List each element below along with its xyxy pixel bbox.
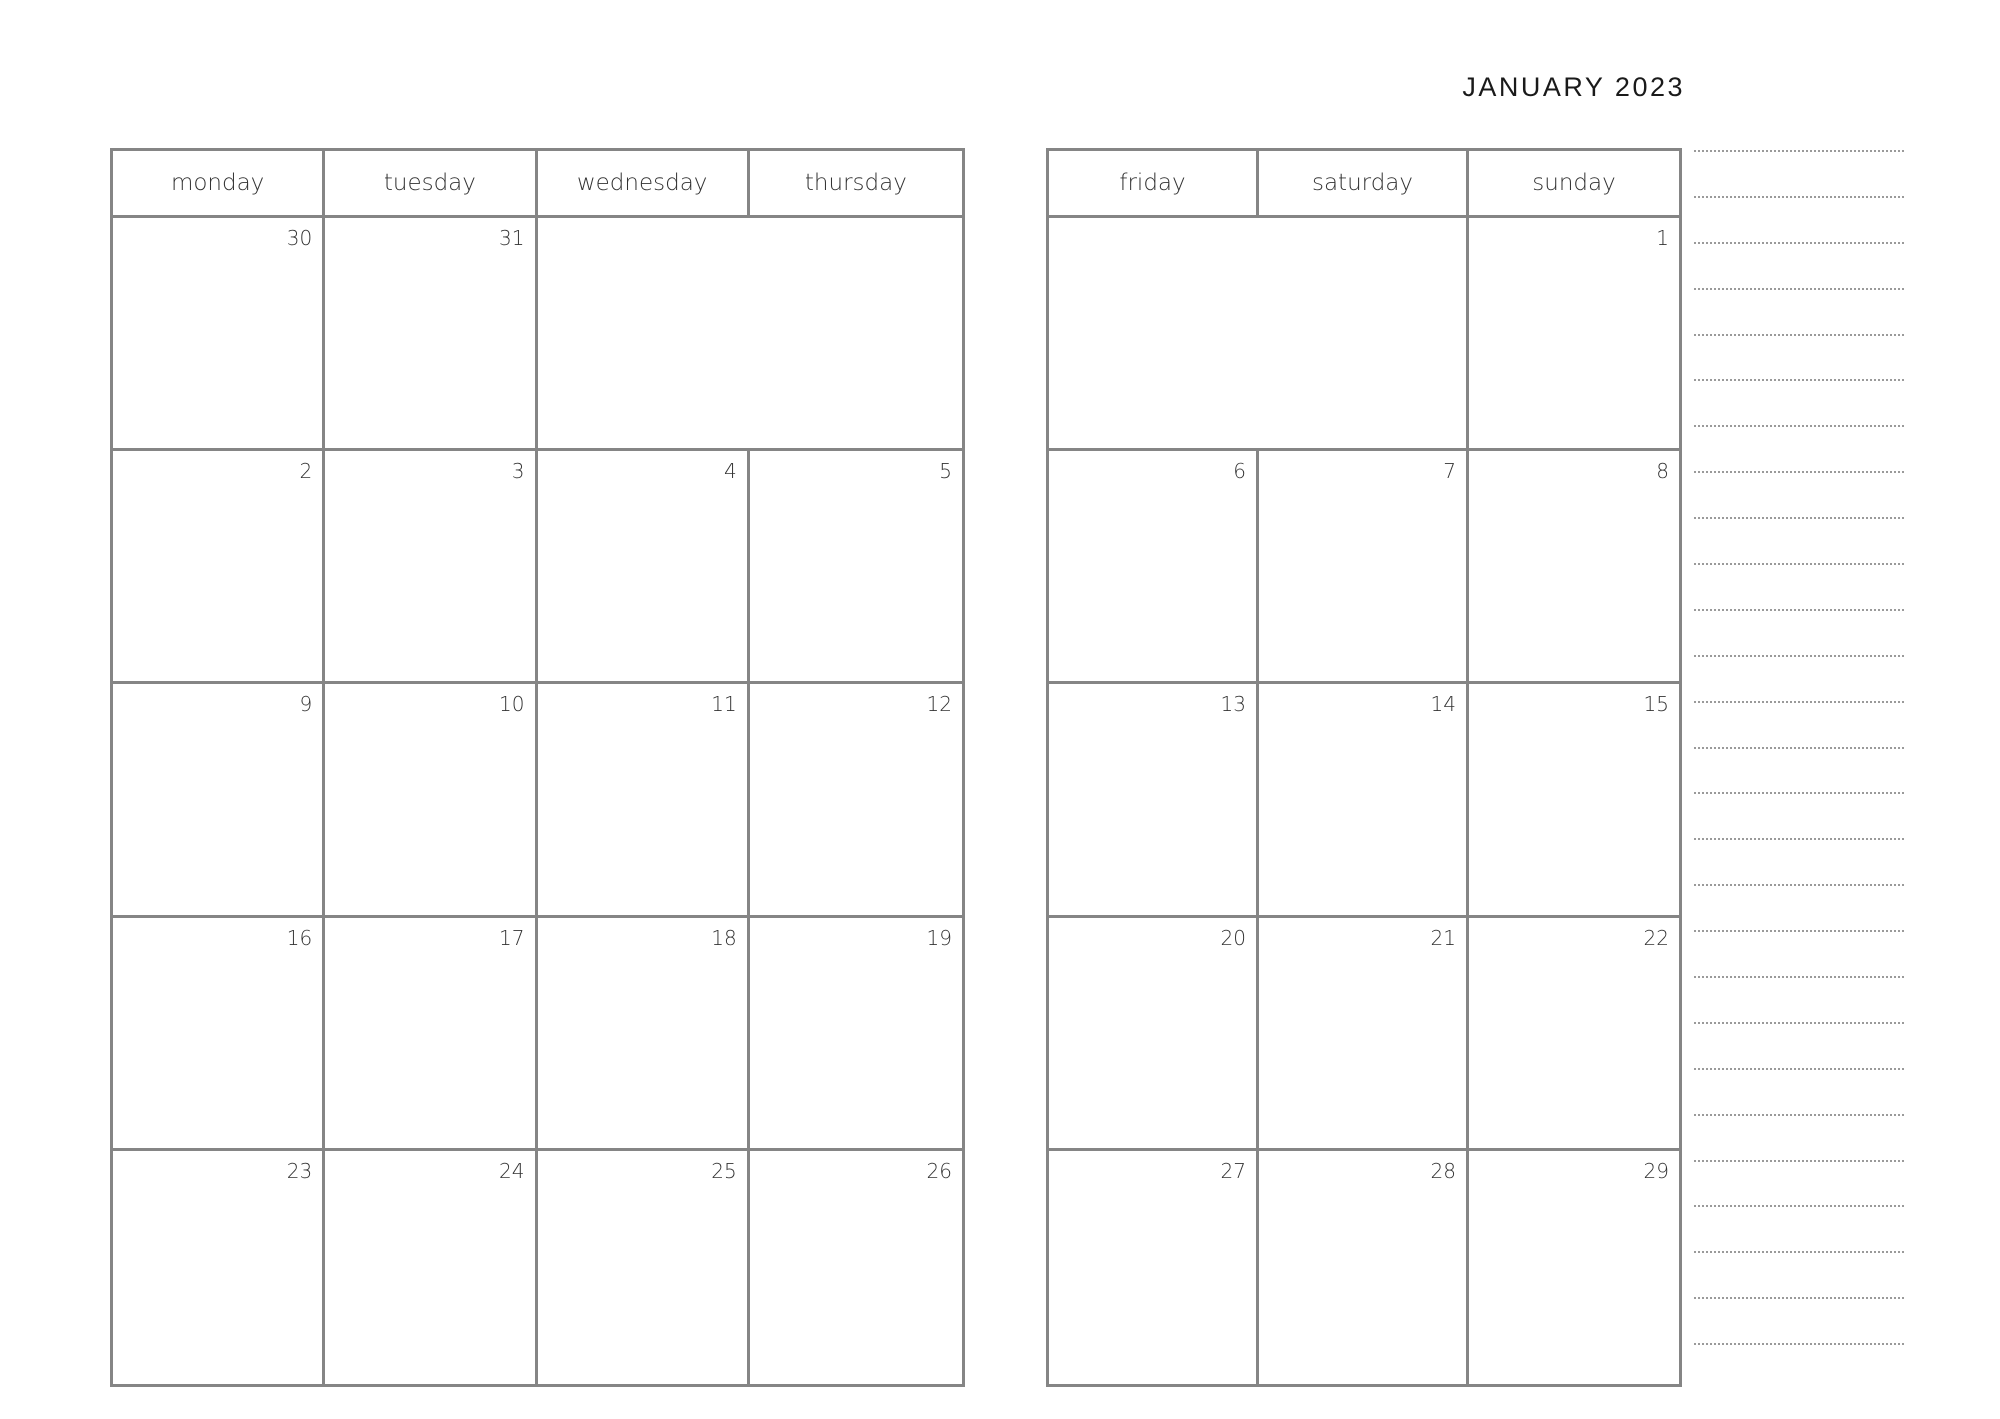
note-line [1694, 792, 1904, 794]
day-number: 31 [499, 226, 525, 250]
day-number: 14 [1430, 692, 1456, 717]
day-number: 24 [499, 1158, 525, 1183]
day-cell[interactable] [1049, 684, 1259, 917]
day-number: 2 [299, 459, 313, 484]
day-cell[interactable] [1049, 451, 1259, 684]
note-line [1694, 1068, 1904, 1070]
day-number: 16 [286, 925, 313, 950]
note-line [1694, 517, 1904, 519]
day-cell[interactable] [750, 918, 962, 1151]
day-cell[interactable] [1469, 1151, 1679, 1384]
day-cell[interactable] [325, 451, 537, 684]
day-cell[interactable] [113, 218, 325, 451]
day-cell[interactable] [1469, 218, 1679, 451]
note-line [1694, 1297, 1904, 1299]
day-number: 11 [711, 692, 737, 717]
day-number: 13 [1220, 692, 1246, 717]
calendar-grid-right [1046, 148, 1682, 1387]
day-cell[interactable] [538, 918, 750, 1151]
note-line [1694, 1022, 1904, 1024]
day-cell[interactable] [325, 1151, 537, 1384]
day-number: 26 [926, 1158, 952, 1183]
note-line [1694, 655, 1904, 657]
weekday-header-tuesday: tuesday [325, 151, 537, 218]
note-line [1694, 1160, 1904, 1162]
day-number: 29 [1643, 1158, 1669, 1183]
day-cell[interactable] [113, 451, 325, 684]
day-number: 5 [939, 459, 952, 484]
day-cell[interactable] [750, 684, 962, 917]
day-cell[interactable] [1049, 918, 1259, 1151]
notes-area[interactable] [1694, 148, 1904, 1387]
day-cell[interactable] [750, 1151, 962, 1384]
day-cell[interactable] [750, 451, 962, 684]
day-cell[interactable] [1259, 918, 1469, 1151]
weekday-header-wednesday: wednesday [538, 151, 750, 218]
note-line [1694, 609, 1904, 611]
note-line [1694, 1205, 1904, 1207]
note-line [1694, 563, 1904, 565]
empty-day-cell [1049, 218, 1469, 451]
note-line [1694, 930, 1904, 932]
note-line [1694, 1251, 1904, 1253]
note-line [1694, 288, 1904, 290]
note-line [1694, 1114, 1904, 1116]
note-line [1694, 242, 1904, 244]
day-number: 15 [1643, 692, 1669, 717]
weekday-header-saturday: saturday [1259, 151, 1469, 218]
day-number: 12 [926, 692, 952, 717]
day-number: 9 [299, 692, 313, 717]
day-cell[interactable] [1259, 684, 1469, 917]
day-number: 28 [1430, 1158, 1456, 1183]
day-cell[interactable] [113, 684, 325, 917]
day-number: 27 [1220, 1158, 1246, 1183]
day-number: 3 [511, 459, 525, 484]
day-number: 1 [1656, 226, 1669, 250]
note-line [1694, 196, 1904, 198]
weekday-header-friday: friday [1049, 151, 1259, 218]
day-cell[interactable] [538, 1151, 750, 1384]
day-cell[interactable] [325, 218, 537, 451]
day-cell[interactable] [1049, 1151, 1259, 1384]
day-number: 18 [711, 925, 737, 950]
day-cell[interactable] [1259, 451, 1469, 684]
day-cell[interactable] [325, 684, 537, 917]
note-line [1694, 747, 1904, 749]
day-cell[interactable] [113, 918, 325, 1151]
day-number: 23 [286, 1158, 313, 1183]
note-line [1694, 884, 1904, 886]
day-number: 8 [1656, 459, 1669, 484]
note-line [1694, 838, 1904, 840]
day-cell[interactable] [1469, 451, 1679, 684]
note-line [1694, 1343, 1904, 1345]
day-number: 22 [1643, 925, 1669, 950]
day-number: 30 [286, 226, 313, 250]
day-cell[interactable] [1469, 684, 1679, 917]
day-cell[interactable] [538, 684, 750, 917]
note-line [1694, 425, 1904, 427]
calendar-grid-left [110, 148, 965, 1387]
day-number: 10 [499, 692, 525, 717]
note-line [1694, 701, 1904, 703]
note-line [1694, 471, 1904, 473]
day-cell[interactable] [113, 1151, 325, 1384]
day-number: 17 [499, 925, 525, 950]
day-cell[interactable] [538, 451, 750, 684]
day-number: 4 [724, 459, 737, 484]
day-cell[interactable] [1259, 1151, 1469, 1384]
day-number: 6 [1233, 459, 1246, 484]
day-number: 21 [1430, 925, 1456, 950]
note-line [1694, 976, 1904, 978]
note-line [1694, 150, 1904, 152]
weekday-header-sunday: sunday [1469, 151, 1679, 218]
note-line [1694, 334, 1904, 336]
day-cell[interactable] [1469, 918, 1679, 1151]
weekday-header-monday: monday [113, 151, 325, 218]
empty-day-cell [538, 218, 963, 451]
weekday-header-thursday: thursday [750, 151, 962, 218]
day-number: 19 [926, 925, 952, 950]
day-number: 20 [1220, 925, 1246, 950]
note-line [1694, 379, 1904, 381]
day-number: 7 [1443, 459, 1456, 484]
day-number: 25 [711, 1158, 737, 1183]
page-title: JANUARY 2023 [1462, 72, 1685, 102]
day-cell[interactable] [325, 918, 537, 1151]
